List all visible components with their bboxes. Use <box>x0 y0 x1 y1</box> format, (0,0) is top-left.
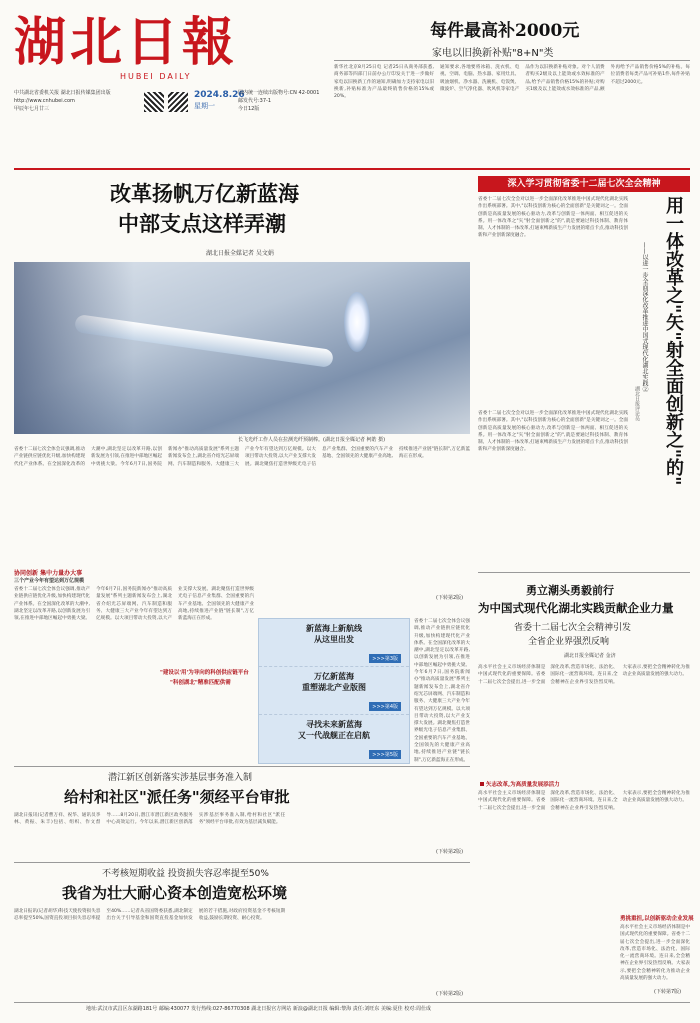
main-section2-sub: "科创湖北"精准匹配供需 <box>170 680 231 686</box>
capital-kicker: 不考核短期收益 投资损失容忍率提至50% <box>102 869 269 879</box>
related-link-3-line2: 又一代战舰正在启航 <box>298 731 370 740</box>
related-link-3[interactable] <box>259 715 409 763</box>
related-link-1-line1: 新蓝海上新航线 <box>306 624 362 633</box>
divider <box>14 862 470 863</box>
enterprise-cont[interactable]: (下转第7版) <box>654 989 682 995</box>
divider <box>334 60 690 61</box>
grassroots-headline: 给村和社区"派任务"须经平台审批 <box>64 788 290 806</box>
issue-lunar: 甲辰年七月廿三 <box>14 106 50 112</box>
related-link-2[interactable] <box>259 667 409 715</box>
enterprise-headline: 为中国式现代化湖北实践贡献企业力量 <box>478 601 674 615</box>
issue-date: 2024.8.26 <box>194 90 245 100</box>
masthead-publisher: 中共湖北省委机关报 湖北日报传媒集团出版 <box>14 90 111 96</box>
flame-graphic <box>344 292 370 352</box>
enterprise-byline: 湖北日报全媒记者 金济 <box>564 653 616 659</box>
main-story-body2: 省委十二届七次全体会议强调,推动产业链供应链优化升级,加快构建现代化产业体系。在全国深化改革的大潮中,湖北坚定以改革开路,以创新发展为引领,在推进中部地区崛起中勇挑大梁。今年6月7日,国务院新闻办"推动高质量发展"系列主题新闻发布会上,湖北省介绍光芯屏端网、汽车制造和服务、大健康三大产业今年有望达到万亿规模。以大项目带动大投资,以大产业支撑大发展。湖北聚焦打造世界级光电子信息产业集群、全国重要的汽车产业基地、全国领先的大健康产业高地,持续推进产业链"链长制",万亿新蓝海正在形成。 <box>14 587 254 622</box>
main-story-body3: 省委十二届七次全体会议强调,推动产业链供应链优化升级,加快构建现代化产业体系。在全国深化改革的大潮中,湖北坚定以改革开路,以创新发展为引领,在推进中部地区崛起中勇挑大梁。今年6月7日,国务院新闻办"推动高质量发展"系列主题新闻发布会上,湖北省介绍光芯屏端网、汽车制造和服务、大健康三大产业今年有望达到万亿规模。以大项目带动大投资,以大产业支撑大发展。湖北聚焦打造世界级光电子信息产业集群、全国重要的汽车产业基地、全国领先的大健康产业高地,持续推进产业链"链长制",万亿新蓝海正在形成。 <box>414 619 470 763</box>
main-cont[interactable]: (下转第2版) <box>436 595 464 601</box>
related-link-1[interactable] <box>259 619 409 667</box>
related-link-3-line1: 寻找未来新蓝海 <box>306 720 362 729</box>
enterprise-subhead2: 全省企业界强烈反响 <box>528 637 610 647</box>
capital-body: 湖北日报讯(记者胡华)科技天使投资损失容忍率提至50%,国资直投项目损失容忍率提至40%……记者从省国资委获悉,湖北制定出台关于引导基金和国资直投基金加快发展的若干措施,对政府投资基金不考核短期收益,鼓励长期投资、耐心投资。 <box>14 909 286 922</box>
masthead-rule <box>14 168 690 170</box>
photo-caption: 长飞光纤工作人员在拉测光纤预制棒。(湖北日报全媒记者 柯皓 摄) <box>238 437 386 443</box>
qr-code-icon <box>168 92 188 112</box>
footer-rule <box>14 1002 690 1003</box>
main-section1-sub: 三个产业今年有望达到万亿规模 <box>14 578 85 584</box>
enterprise-subhead: 省委十二届七次全会精神引发 <box>514 623 632 633</box>
commentary-author: 湖北日报评论员 <box>634 386 640 421</box>
capital-cont[interactable]: (下转第2版) <box>436 991 464 997</box>
related-link-2-line1: 万亿新蓝海 <box>314 672 354 681</box>
page-badge: >>>第5版 <box>369 750 401 759</box>
main-photo <box>14 262 470 434</box>
main-section2: "建设以'用'为导向的科创供应链平台 <box>160 670 249 676</box>
enterprise-section2: 勇挑重担,以创新驱动企业发展 <box>620 916 694 922</box>
top-story-headline: 每件最高补2000元 <box>430 21 580 41</box>
qr-code-icon <box>144 92 164 112</box>
divider <box>478 572 690 573</box>
grassroots-cont[interactable]: (下转第2版) <box>436 849 464 855</box>
enterprise-section1-text: 矢志改革,为高质量发展添活力 <box>486 782 560 788</box>
main-headline-line2: 中部支点这样弄潮 <box>118 211 286 236</box>
enterprise-body3: 高水平社会主义市场经济体制是中国式现代化的重要保障。省委十二届七次全会提出,进一步全面深化改革,营造市场化、法治化、国际化一流营商环境。连日来,全会精神在企业界引发热烈反响。大家表示,要把全会精神转化为推动企业高质量发展的强大动力。 <box>620 925 690 982</box>
top-story-body: 通知要求,各地要将冰箱、洗衣机、电视、空调、电脑、热水器、家用灶具、吸油烟机、净水器、洗碗机、电饭煲、微波炉、空气净化器、吹风机等家电产品作为以旧换新补贴对象。对个人消费者购买2级及以上能效或水效标准的产品,给予产品销售价格15%的补贴;对购买1级及以上能效或水效标准的产品,额外再给予产品销售价格5%的补贴。每位消费者每类产品可补贴1件,每件补贴不超过2000元。 <box>440 65 690 92</box>
enterprise-section1 <box>480 780 560 788</box>
divider <box>14 766 470 767</box>
issue-pages: 今日12版 <box>238 106 260 112</box>
masthead-title: 湖北日報 <box>14 12 239 73</box>
issue-code: 邮发代号:37-1 <box>238 98 272 104</box>
commentary-vertical-sub: ——以进一步全面深化改革推进中国式现代化湖北实践② <box>641 242 648 392</box>
masthead-web[interactable]: http://www.cnhubei.com <box>14 98 75 104</box>
page-badge: >>>第3版 <box>369 654 401 663</box>
top-story-subhead: 家电以旧换新补贴"8+N"类 <box>432 48 554 59</box>
worker-silhouette <box>14 262 134 434</box>
related-link-1-line2: 从这里出发 <box>314 635 354 644</box>
masthead-title-en: HUBEI DAILY <box>120 72 192 81</box>
related-link-2-line2: 重塑湖北产业版图 <box>302 683 366 692</box>
footer-text: 地址:武汉市武昌区东湖路181号 邮编:430077 发行热线:027-86770308 湖北日报官方网站 新浪@湖北日报 编辑:黎海 责任:刘旺东 美编:夏佳 校对:周仕成 <box>86 1006 431 1012</box>
enterprise-body: 高水平社会主义市场经济体制是中国式现代化的重要保障。省委十二届七次全会提出,进一步全面深化改革,营造市场化、法治化、国际化一流营商环境。连日来,全会精神在企业界引发热烈反响。大家表示,要把全会精神转化为推动企业高质量发展的强大动力。 <box>478 665 690 685</box>
issue-cn: 国内统一连续出版物号:CN 42-0001 <box>238 90 320 96</box>
grassroots-body: 湖北日报讯(记者曹万祥、祝华、通讯员李林、黄振、朱丰)包括、组织、作文督导……8月20日,潜江市潜江新区政务服务中心高效运行。今年以来,潜江新区创新落实涉基层事务准入制,给村和社区"派任务"须经平台审批,有效为基层减负赋能。 <box>14 813 286 826</box>
capital-headline: 我省为壮大耐心资本创造宽松环境 <box>62 884 288 902</box>
page-badge: >>>第4版 <box>369 702 401 711</box>
issue-weekday: 星期一 <box>194 102 215 110</box>
commentary-body2: 省委十二届七次全会对以进一步全面深化改革推进中国式现代化湖北实践作出系统部署。其中,"以科技创新为核心的全面创新"是关键词之一。全面创新是高质量发展的核心驱动力,改革与创新是一体两面、相互促进的关系。用一体改革之"矢"射全面创新之"的",就是要通过科技体制、教育体制、人才体制的一体改革,打通束缚新质生产力发展的堵点卡点,推动科技创新和产业创新深度融合。 <box>478 411 628 453</box>
special-column-band: 深入学习贯彻省委十二届七次全会精神 <box>478 176 690 192</box>
top-story-lead: 新华社北京8月25日电 记者25日从商务部获悉,商务部等四部门日前办公厅印发关于进一步做好家电以旧换新工作的通知,明确加力支持家电以旧换新,补贴标准为产品最终销售价格的15%或20%。 <box>334 65 434 100</box>
grassroots-kicker: 潜江新区创新落实涉基层事务准入制 <box>108 773 253 783</box>
main-headline-line1: 改革扬帆万亿新蓝海 <box>110 181 299 206</box>
related-stories-box <box>258 618 410 764</box>
commentary-vertical-headline: 用一体改革之"矢"射全面创新之"的" <box>663 196 684 486</box>
commentary-body: 省委十二届七次全会对以进一步全面深化改革推进中国式现代化湖北实践作出系统部署。其中,"以科技创新为核心的全面创新"是关键词之一。全面创新是高质量发展的核心驱动力,改革与创新是一体两面、相互促进的关系。用一体改革之"矢"射全面创新之"的",就是要通过科技体制、教育体制、人才体制的一体改革,打通束缚新质生产力发展的堵点卡点,推动科技创新和产业创新深度融合。 <box>478 197 628 239</box>
enterprise-kicker: 勇立潮头勇毅前行 <box>526 584 614 597</box>
main-story-body: 省委十二届七次全体会议强调,推动产业链供应链优化升级,加快构建现代化产业体系。在全国深化改革的大潮中,湖北坚定以改革开路,以创新发展为引领,在推进中部地区崛起中勇挑大梁。今年6月7日,国务院新闻办"推动高质量发展"系列主题新闻发布会上,湖北省介绍光芯屏端网、汽车制造和服务、大健康三大产业今年有望达到万亿规模。以大项目带动大投资,以大产业支撑大发展。湖北聚焦打造世界级光电子信息产业集群、全国重要的汽车产业基地、全国领先的大健康产业高地,持续推进产业链"链长制",万亿新蓝海正在形成。 <box>14 447 470 467</box>
enterprise-body2: 高水平社会主义市场经济体制是中国式现代化的重要保障。省委十二届七次全会提出,进一步全面深化改革,营造市场化、法治化、国际化一流营商环境。连日来,全会精神在企业界引发热烈反响。大家表示,要把全会精神转化为推动企业高质量发展的强大动力。 <box>478 791 690 811</box>
main-section1: 协同创新 集中力量办大事 <box>14 570 83 577</box>
main-byline: 湖北日报全媒记者 吴文娟 <box>206 250 274 257</box>
